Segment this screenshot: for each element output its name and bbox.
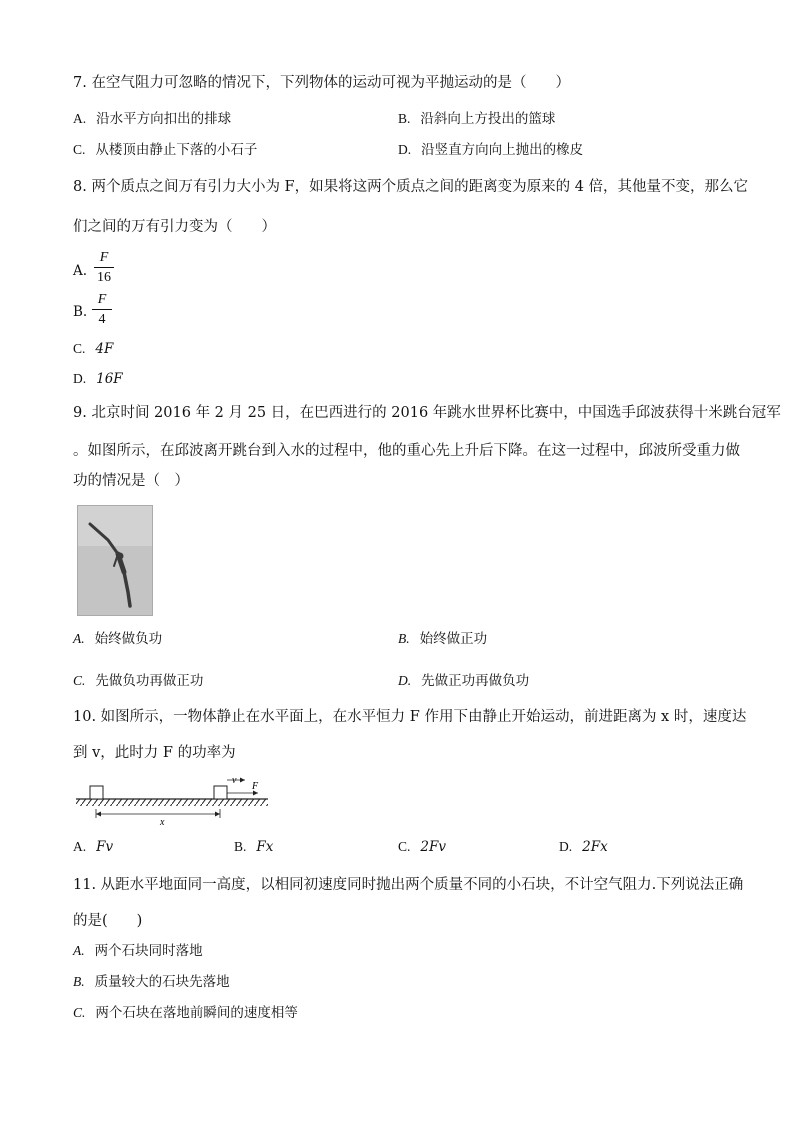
q7-option-b <box>398 110 555 128</box>
q11-stem-line2: 的是( ) <box>73 913 143 929</box>
velocity-label: v <box>232 775 237 786</box>
q8-stem-line1: 8. 两个质点之间万有引力大小为 F，如果将这两个质点之间的距离变为原来的 4 倍，其他量不变，那么它 <box>73 179 749 195</box>
block-start <box>90 786 103 799</box>
option-letter: D. <box>73 371 87 386</box>
option-letter: B. <box>398 111 411 126</box>
q7-option-a <box>73 110 231 128</box>
option-letter: A. <box>73 631 85 646</box>
option-letter: C. <box>73 341 86 356</box>
option-text: 质量较大的石块先落地 <box>94 974 230 990</box>
force-diagram <box>70 772 280 831</box>
option-letter: C. <box>398 839 411 854</box>
q11-stem-line1: 11. 从距水平地面同一高度，以相同初速度同时抛出两个质量不同的小石块，不计空气阻力.下列说法正确 <box>73 877 744 893</box>
block-end <box>214 786 227 799</box>
option-letter: D. <box>559 839 573 854</box>
diver-image <box>78 506 152 615</box>
option-letter: A. <box>73 839 87 854</box>
fraction-numerator: F <box>97 292 107 307</box>
fraction-bar <box>92 309 112 310</box>
q9-option-b <box>398 630 487 648</box>
fraction-bar <box>94 267 114 268</box>
q10-stem-line2: 到 v，此时力 F 的功率为 <box>73 745 236 761</box>
fraction-denominator: 16 <box>97 270 111 285</box>
q11-option-a <box>73 942 203 960</box>
option-text: Fx <box>256 839 274 855</box>
option-text: 先做负功再做正功 <box>95 673 204 689</box>
q10-option-b <box>234 838 273 856</box>
force-diagram-svg <box>70 772 280 827</box>
option-text: 16F <box>96 371 123 387</box>
q8-option-b-letter: B. <box>73 304 88 320</box>
q8-option-b-fraction <box>92 291 112 328</box>
fraction-denominator: 4 <box>98 312 106 327</box>
option-letter: A. <box>73 111 87 126</box>
q10-stem-line1: 10. 如图所示，一物体静止在水平面上，在水平恒力 F 作用下由静止开始运动，前进距离为 x 时，速度达 <box>73 709 747 725</box>
q10-option-a <box>73 838 113 856</box>
q11-option-c <box>73 1004 298 1022</box>
q8-option-a-fraction <box>94 249 114 286</box>
q8-stem-line2: 们之间的万有引力变为（ ） <box>73 219 276 235</box>
option-text: 沿水平方向扣出的排球 <box>96 111 232 127</box>
q8-option-a-letter: A. <box>73 263 88 279</box>
option-text: 两个石块同时落地 <box>94 943 203 959</box>
q9-option-d <box>398 672 529 690</box>
q9-option-c <box>73 672 203 690</box>
option-letter: A. <box>73 943 85 958</box>
q8-option-d <box>73 370 123 388</box>
option-text: Fv <box>96 839 114 855</box>
q11-option-b <box>73 973 230 991</box>
q9-stem-line3: 功的情况是（ ） <box>73 473 189 489</box>
velocity-arrowhead <box>240 778 245 783</box>
option-text: 始终做正功 <box>419 631 488 647</box>
option-letter: C. <box>73 1005 86 1020</box>
option-text: 从楼顶由静止下落的小石子 <box>95 142 258 158</box>
distance-label: x <box>160 817 165 827</box>
force-label: F <box>252 781 259 792</box>
q7-option-d <box>398 141 583 159</box>
q9-option-a <box>73 630 162 648</box>
option-text: 始终做负功 <box>94 631 163 647</box>
option-letter: B. <box>398 631 410 646</box>
option-text: 先做正功再做负功 <box>421 673 530 689</box>
option-letter: D. <box>398 142 412 157</box>
diver-photo <box>77 505 153 616</box>
fraction-numerator: F <box>99 250 109 265</box>
q8-option-c <box>73 340 113 358</box>
option-letter: C. <box>73 673 86 688</box>
option-letter: B. <box>234 839 247 854</box>
option-text: 2Fv <box>420 839 446 855</box>
q9-stem-line1: 9. 北京时间 2016 年 2 月 25 日，在巴西进行的 2016 年跳水世界杯比赛中，中国选手邱波获得十米跳台冠军 <box>73 405 781 421</box>
q10-option-d <box>559 838 608 856</box>
ground-hatch <box>76 799 268 806</box>
option-letter: B. <box>73 974 85 989</box>
q10-option-c <box>398 838 446 856</box>
q9-stem-line2: 。如图所示，在邱波离开跳台到入水的过程中，他的重心先上升后下降。在这一过程中，邱波所受重力做 <box>73 443 740 459</box>
option-letter: C. <box>73 142 86 157</box>
q7-stem: 7. 在空气阻力可忽略的情况下，下列物体的运动可视为平抛运动的是（ ） <box>73 75 570 91</box>
option-text: 沿斜向上方投出的篮球 <box>420 111 556 127</box>
option-text: 沿竖直方向向上抛出的橡皮 <box>421 142 584 158</box>
option-text: 2Fx <box>582 839 608 855</box>
q7-option-c <box>73 141 257 159</box>
option-letter: D. <box>398 673 412 688</box>
option-text: 4F <box>95 341 114 357</box>
option-text: 两个石块在落地前瞬间的速度相等 <box>95 1005 298 1021</box>
